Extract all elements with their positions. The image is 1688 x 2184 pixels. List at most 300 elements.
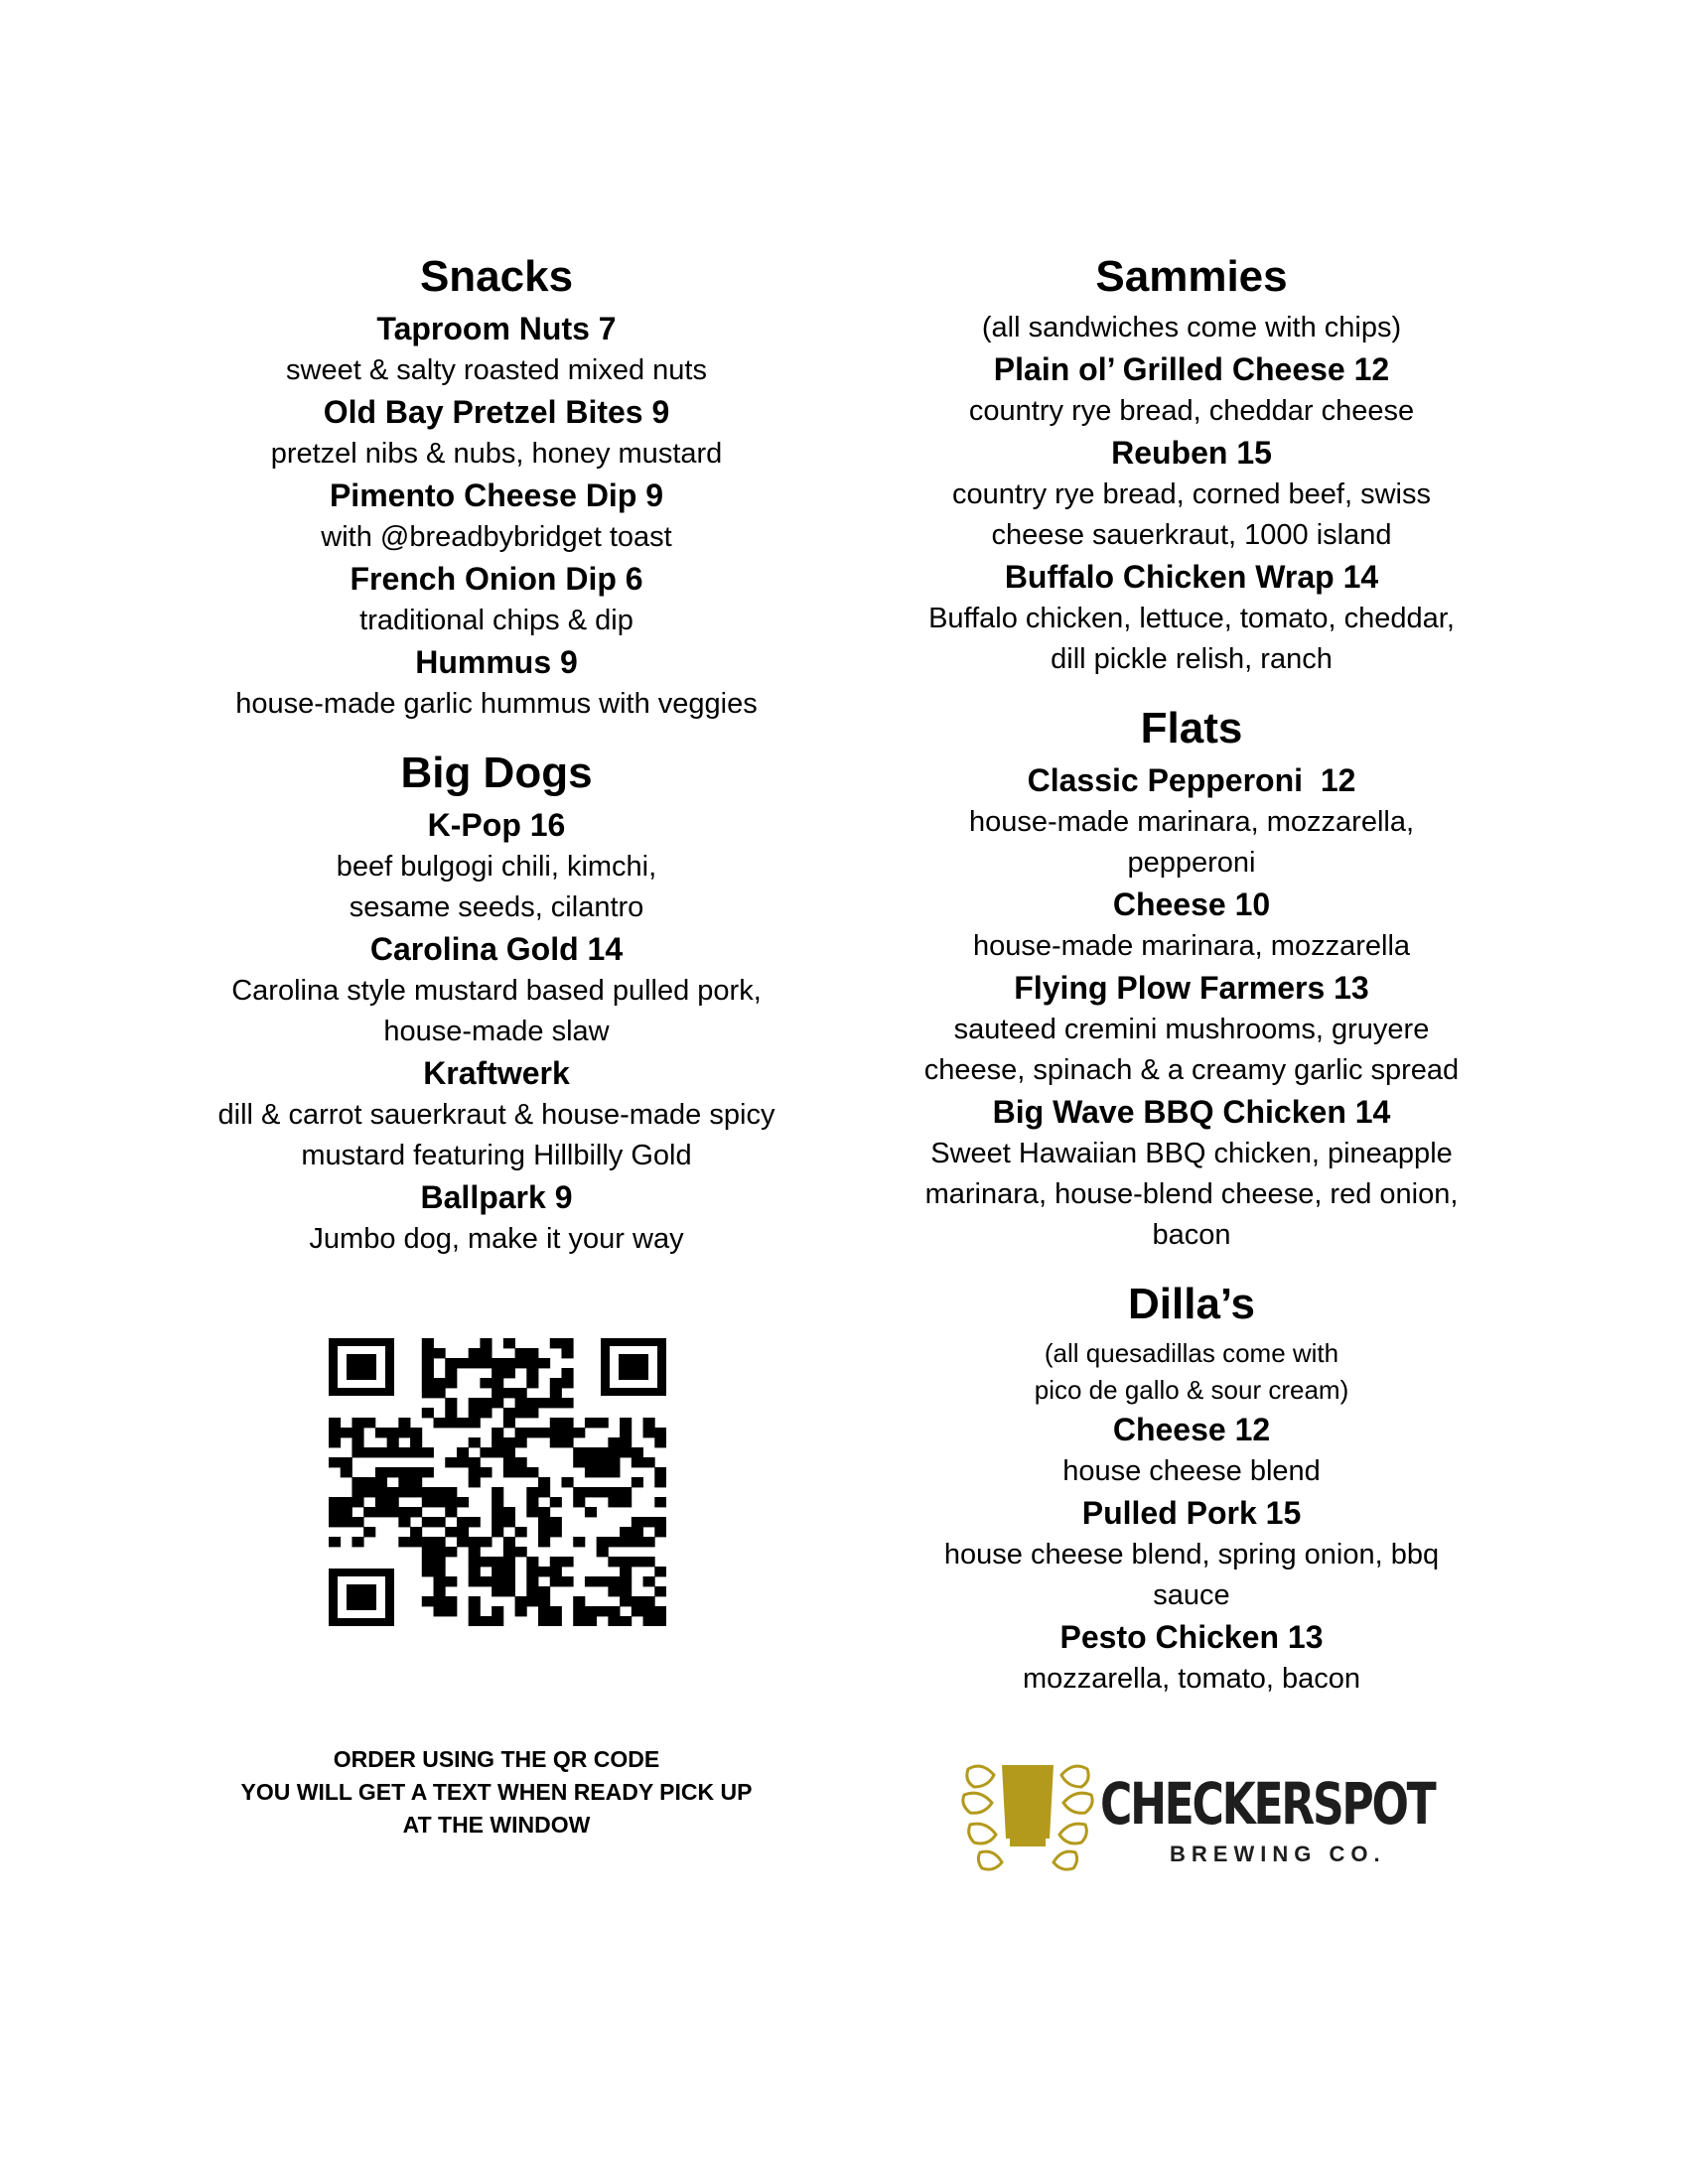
qr-module [422, 1447, 434, 1457]
item-name: Cheese 12 [1112, 1412, 1271, 1447]
qr-module [526, 1567, 538, 1576]
qr-module [434, 1517, 446, 1527]
menu-item [854, 556, 1529, 680]
item-name: Old Bay Pretzel Bites 9 [323, 394, 670, 430]
qr-module [526, 1408, 538, 1418]
qr-module [492, 1586, 503, 1596]
qr-module [422, 1537, 434, 1547]
qr-module [608, 1576, 620, 1586]
qr-module [654, 1428, 666, 1437]
qr-module [492, 1557, 503, 1567]
item-desc: country rye bread, cheddar cheese [968, 395, 1415, 427]
qr-module [503, 1576, 515, 1586]
qr-module [585, 1447, 597, 1457]
qr-module [632, 1596, 643, 1606]
menu-item [854, 1409, 1529, 1492]
qr-module [515, 1398, 527, 1408]
menu-item [169, 928, 824, 1052]
qr-module [363, 1527, 375, 1537]
qr-module [434, 1378, 446, 1388]
qr-module [597, 1606, 609, 1616]
item-desc: house-made marinara, mozzarella, [968, 806, 1415, 838]
qr-module [526, 1467, 538, 1477]
menu-item [169, 804, 824, 928]
qr-module [515, 1348, 527, 1358]
qr-module [585, 1576, 597, 1586]
qr-module [422, 1368, 434, 1378]
qr-module [538, 1606, 550, 1616]
qr-module [550, 1398, 562, 1408]
qr-module [341, 1457, 352, 1467]
qr-module [352, 1477, 363, 1487]
qr-module [538, 1517, 550, 1527]
qr-module [561, 1437, 573, 1447]
qr-module [422, 1497, 434, 1507]
qr-module [492, 1567, 503, 1576]
qr-module [620, 1497, 632, 1507]
item-name: Taproom Nuts 7 [376, 311, 617, 346]
qr-module [422, 1408, 434, 1418]
qr-module [387, 1507, 399, 1517]
qr-module [503, 1388, 515, 1398]
qr-module [585, 1467, 597, 1477]
qr-module [445, 1497, 457, 1507]
menu-item [854, 1492, 1529, 1616]
qr-module [632, 1457, 643, 1467]
qr-module [597, 1537, 609, 1547]
qr-module [550, 1606, 562, 1616]
qr-module [550, 1388, 562, 1398]
qr-module [398, 1487, 410, 1497]
item-desc: cheese, spinach & a creamy garlic spread [923, 1054, 1460, 1086]
qr-module [573, 1447, 585, 1457]
qr-module [632, 1477, 643, 1487]
qr-module [375, 1487, 387, 1497]
qr-module [387, 1467, 399, 1477]
item-desc: pepperoni [1127, 847, 1256, 879]
qr-module [550, 1497, 562, 1507]
right-column [854, 250, 1529, 1721]
qr-module [643, 1418, 655, 1428]
menu-item [169, 391, 824, 475]
qr-module [422, 1467, 434, 1477]
qr-module [503, 1457, 515, 1467]
qr-module [550, 1437, 562, 1447]
qr-module [387, 1497, 399, 1507]
qr-module [329, 1497, 341, 1507]
qr-module [515, 1467, 527, 1477]
qr-module [620, 1537, 632, 1547]
qr-module [515, 1408, 527, 1418]
qr-module [457, 1537, 469, 1547]
item-name: Kraftwerk [423, 1055, 570, 1091]
qr-module [503, 1586, 515, 1596]
qr-module [538, 1487, 550, 1497]
item-name: Big Wave BBQ Chicken 14 [992, 1094, 1391, 1130]
item-desc: dill & carrot sauerkraut & house-made spicy [217, 1099, 775, 1131]
qr-module [643, 1537, 655, 1547]
qr-module [469, 1537, 481, 1547]
qr-module [538, 1527, 550, 1537]
qr-module [469, 1408, 481, 1418]
section-title-snacks: Snacks [419, 252, 574, 301]
order-instructions [169, 1743, 824, 1842]
qr-module [526, 1398, 538, 1408]
qr-module [620, 1428, 632, 1437]
qr-module [538, 1398, 550, 1408]
qr-module [503, 1338, 515, 1348]
qr-module [573, 1487, 585, 1497]
qr-module [410, 1487, 422, 1497]
qr-module [515, 1358, 527, 1368]
qr-module [352, 1517, 363, 1527]
qr-module [445, 1408, 457, 1418]
qr-module [434, 1606, 446, 1616]
qr-module [469, 1517, 481, 1527]
qr-module [457, 1457, 469, 1467]
qr-module [573, 1537, 585, 1547]
qr-module [550, 1576, 562, 1586]
dillas-section [854, 1278, 1529, 1700]
qr-module [410, 1537, 422, 1547]
qr-module [643, 1576, 655, 1586]
item-desc: house-made garlic hummus with veggies [235, 688, 758, 720]
qr-module [503, 1358, 515, 1368]
qr-module [654, 1477, 666, 1487]
qr-module [480, 1467, 492, 1477]
qr-module [632, 1557, 643, 1567]
item-desc: dill pickle relish, ranch [1051, 643, 1333, 675]
qr-module [492, 1487, 503, 1497]
qr-module [410, 1437, 422, 1447]
item-desc: sauteed cremini mushrooms, gruyere [953, 1014, 1430, 1045]
qr-module [492, 1517, 503, 1527]
qr-module [573, 1606, 585, 1616]
qr-module [526, 1487, 538, 1497]
qr-module [457, 1418, 469, 1428]
qr-module [503, 1537, 515, 1547]
qr-module [632, 1527, 643, 1537]
qr-module [654, 1517, 666, 1527]
qr-module [480, 1358, 492, 1368]
qr-module [654, 1616, 666, 1626]
item-desc: house cheese blend, spring onion, bbq [943, 1539, 1440, 1570]
qr-module [469, 1457, 481, 1467]
section-title-sammies: Sammies [1095, 252, 1288, 301]
qr-module [503, 1467, 515, 1477]
qr-module [375, 1428, 387, 1437]
qr-module [620, 1437, 632, 1447]
qr-module [620, 1596, 632, 1606]
qr-module [387, 1428, 399, 1437]
qr-module [387, 1447, 399, 1457]
section-note: pico de gallo & sour cream) [1034, 1375, 1349, 1405]
qr-module [469, 1418, 481, 1428]
qr-module [480, 1348, 492, 1358]
qr-module [434, 1567, 446, 1576]
item-name: Flying Plow Farmers 13 [1014, 970, 1369, 1006]
qr-module [492, 1368, 503, 1378]
qr-module [643, 1428, 655, 1437]
flats-section [854, 702, 1529, 1256]
qr-module [620, 1616, 632, 1626]
qr-module [457, 1497, 469, 1507]
brewery-logo [958, 1755, 1435, 1884]
item-name: Ballpark 9 [420, 1179, 573, 1215]
qr-module [492, 1358, 503, 1368]
item-desc: sesame seeds, cilantro [349, 891, 644, 923]
qr-module [597, 1457, 609, 1467]
qr-module [550, 1338, 562, 1348]
qr-module [398, 1517, 410, 1527]
qr-module [503, 1507, 515, 1517]
qr-module [585, 1457, 597, 1467]
qr-module [608, 1616, 620, 1626]
qr-module [329, 1457, 341, 1467]
item-desc: Buffalo chicken, lettuce, tomato, cheddar, [928, 603, 1455, 634]
qr-module [654, 1527, 666, 1537]
qr-module [608, 1586, 620, 1596]
qr-module [422, 1557, 434, 1567]
sammies-section [854, 250, 1529, 680]
item-desc: mustard featuring Hillbilly Gold [301, 1140, 692, 1171]
qr-module [515, 1437, 527, 1447]
qr-module [445, 1507, 457, 1517]
qr-module [352, 1418, 363, 1428]
qr-module [503, 1418, 515, 1428]
item-desc: bacon [1152, 1219, 1231, 1251]
qr-module [503, 1447, 515, 1457]
qr-module [585, 1507, 597, 1517]
qr-module [410, 1467, 422, 1477]
qr-module [620, 1487, 632, 1497]
qr-module [492, 1378, 503, 1388]
qr-module [573, 1616, 585, 1626]
qr-module [375, 1467, 387, 1477]
qr-code[interactable] [329, 1338, 666, 1626]
qr-module [352, 1537, 363, 1547]
qr-module [608, 1457, 620, 1467]
qr-module [398, 1477, 410, 1487]
qr-module [538, 1586, 550, 1596]
qr-module [341, 1517, 352, 1527]
qr-module [434, 1576, 446, 1586]
qr-module [469, 1576, 481, 1586]
qr-module [398, 1428, 410, 1437]
qr-module [398, 1507, 410, 1517]
qr-module [515, 1388, 527, 1398]
item-desc: Jumbo dog, make it your way [309, 1223, 684, 1255]
qr-module [422, 1378, 434, 1388]
qr-module [445, 1596, 457, 1606]
section-title-big-dogs: Big Dogs [400, 749, 593, 797]
qr-module [445, 1457, 457, 1467]
qr-module [410, 1507, 422, 1517]
menu-item [854, 759, 1529, 884]
qr-module [480, 1408, 492, 1418]
qr-module [480, 1616, 492, 1626]
item-desc: sweet & salty roasted mixed nuts [286, 354, 707, 386]
qr-module [445, 1358, 457, 1368]
menu-item [169, 475, 824, 558]
qr-module [341, 1428, 352, 1437]
qr-module [643, 1616, 655, 1626]
menu-item [169, 308, 824, 391]
qr-module [526, 1586, 538, 1596]
item-name: Reuben 15 [1111, 435, 1272, 471]
qr-module [608, 1537, 620, 1547]
qr-module [503, 1557, 515, 1567]
qr-module [329, 1437, 341, 1447]
qr-module [363, 1447, 375, 1457]
qr-module [469, 1547, 481, 1557]
qr-module [632, 1537, 643, 1547]
qr-module [469, 1567, 481, 1576]
qr-module [503, 1408, 515, 1418]
qr-module [469, 1596, 481, 1606]
qr-module [445, 1487, 457, 1497]
item-desc: traditional chips & dip [359, 605, 633, 636]
qr-module [492, 1388, 503, 1398]
menu-item [169, 641, 824, 725]
qr-module [480, 1398, 492, 1408]
qr-module [561, 1418, 573, 1428]
qr-module [561, 1428, 573, 1437]
qr-module [363, 1487, 375, 1497]
qr-module [620, 1567, 632, 1576]
qr-module [643, 1557, 655, 1567]
qr-module [538, 1507, 550, 1517]
qr-module [469, 1606, 481, 1616]
menu-item [854, 1091, 1529, 1256]
qr-module [469, 1358, 481, 1368]
qr-module [526, 1378, 538, 1388]
qr-module [538, 1537, 550, 1547]
qr-module [515, 1527, 527, 1537]
qr-module [422, 1348, 434, 1358]
qr-module [515, 1547, 527, 1557]
qr-module [375, 1477, 387, 1487]
qr-module [422, 1388, 434, 1398]
qr-module [329, 1428, 341, 1437]
qr-module [654, 1437, 666, 1447]
section-note: (all sandwiches come with chips) [981, 312, 1402, 343]
qr-module [341, 1507, 352, 1517]
qr-module [329, 1517, 341, 1527]
brewery-subtitle: BREWING CO. [1170, 1842, 1386, 1866]
item-name: Classic Pepperoni 12 [1027, 762, 1356, 798]
qr-module [643, 1596, 655, 1606]
qr-module [422, 1547, 434, 1557]
qr-module [434, 1596, 446, 1606]
qr-module [469, 1557, 481, 1567]
item-name: K-Pop 16 [427, 807, 566, 843]
menu-item [854, 1616, 1529, 1700]
item-desc: house-made slaw [383, 1016, 610, 1047]
qr-module [492, 1616, 503, 1626]
qr-module [526, 1596, 538, 1606]
qr-module [550, 1567, 562, 1576]
qr-module [422, 1487, 434, 1497]
qr-module [445, 1547, 457, 1557]
qr-module [469, 1467, 481, 1477]
qr-module [515, 1596, 527, 1606]
qr-module [526, 1497, 538, 1507]
qr-module [363, 1418, 375, 1428]
qr-module [608, 1467, 620, 1477]
qr-module [538, 1596, 550, 1606]
order-instructions-line: ORDER USING THE QR CODE [333, 1746, 660, 1772]
qr-module [480, 1447, 492, 1457]
order-instructions-line: AT THE WINDOW [402, 1812, 591, 1838]
qr-module [503, 1517, 515, 1527]
qr-module [643, 1606, 655, 1616]
qr-module [515, 1457, 527, 1467]
qr-module [375, 1447, 387, 1457]
left-column [169, 250, 824, 1282]
qr-module [410, 1527, 422, 1537]
qr-module [457, 1527, 469, 1537]
section-title-dillas: Dilla’s [1128, 1280, 1255, 1328]
qr-module [526, 1348, 538, 1358]
qr-module [410, 1428, 422, 1437]
qr-module [469, 1477, 481, 1487]
qr-module [608, 1447, 620, 1457]
qr-module [538, 1616, 550, 1626]
qr-module [550, 1616, 562, 1626]
qr-module [550, 1517, 562, 1527]
qr-module [329, 1418, 341, 1428]
qr-module [363, 1477, 375, 1487]
qr-module [434, 1547, 446, 1557]
qr-module [561, 1557, 573, 1567]
qr-module [352, 1447, 363, 1457]
item-desc: beef bulgogi chili, kimchi, [336, 851, 657, 883]
qr-module [550, 1557, 562, 1567]
qr-module [445, 1527, 457, 1537]
item-name: Buffalo Chicken Wrap 14 [1004, 559, 1379, 595]
qr-module [480, 1576, 492, 1586]
qr-module [597, 1447, 609, 1457]
qr-module [561, 1338, 573, 1348]
qr-module [654, 1467, 666, 1477]
qr-module [434, 1586, 446, 1596]
qr-module [422, 1338, 434, 1348]
qr-code-icon[interactable] [329, 1338, 666, 1626]
qr-module [597, 1487, 609, 1497]
qr-module [434, 1418, 446, 1428]
qr-module [515, 1606, 527, 1616]
qr-module [620, 1418, 632, 1428]
order-instructions-line: YOU WILL GET A TEXT WHEN READY PICK UP [240, 1779, 753, 1805]
item-desc: Sweet Hawaiian BBQ chicken, pineapple [930, 1138, 1453, 1169]
qr-module [492, 1497, 503, 1507]
qr-module [526, 1576, 538, 1586]
qr-module [503, 1547, 515, 1557]
qr-module [608, 1606, 620, 1616]
qr-module [538, 1428, 550, 1437]
menu-item [169, 1052, 824, 1176]
menu-item [854, 884, 1529, 967]
menu-item [854, 967, 1529, 1091]
item-name: Pimento Cheese Dip 9 [329, 478, 664, 513]
qr-module [398, 1418, 410, 1428]
menu-item [169, 558, 824, 641]
qr-module [654, 1586, 666, 1596]
qr-module [375, 1497, 387, 1507]
qr-module [597, 1467, 609, 1477]
qr-module [422, 1567, 434, 1576]
